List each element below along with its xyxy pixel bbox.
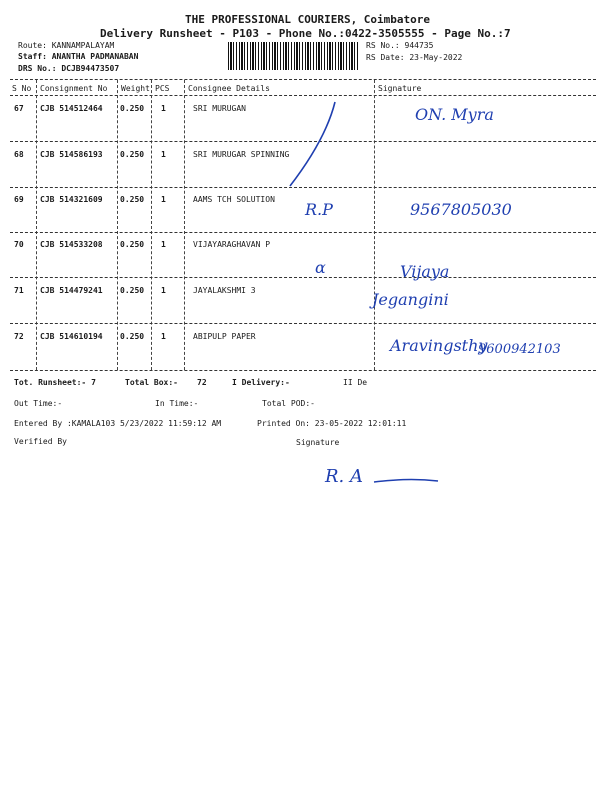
col-divider	[184, 80, 185, 370]
row-weight: 0.250	[120, 332, 145, 341]
row-consignment: CJB 514512464	[40, 104, 103, 113]
table-header-rule	[10, 95, 596, 96]
entered-by: Entered By :KAMALA103 5/23/2022 11:59:12 AM	[14, 419, 222, 428]
col-consignment: Consignment No	[40, 84, 108, 93]
row-pcs: 1	[161, 286, 166, 295]
out-time: Out Time:-	[14, 399, 63, 408]
handwritten-mark: α	[315, 258, 326, 277]
total-box-value: 72	[197, 378, 207, 387]
row-weight: 0.250	[120, 104, 145, 113]
row-sno: 71	[14, 286, 24, 295]
row-consignee: VIJAYARAGHAVAN P	[193, 240, 271, 249]
row-consignment: CJB 514586193	[40, 150, 103, 159]
row-pcs: 1	[161, 104, 166, 113]
runsheet-title: Delivery Runsheet - P103 - Phone No.:0422-3505555 - Page No.:7	[100, 27, 511, 40]
col-pcs: PCS	[155, 84, 170, 93]
row-consignee: SRI MURUGAR SPINNING	[193, 150, 290, 159]
row-consignee: SRI MURUGAN	[193, 104, 246, 113]
second-delivery: II De	[343, 378, 368, 387]
col-divider	[117, 80, 118, 370]
handwritten-signature: R.P	[305, 200, 333, 219]
first-delivery: I Delivery:-	[232, 378, 290, 387]
handwritten-signature: ON. Myra	[415, 105, 494, 124]
row-sno: 67	[14, 104, 24, 113]
col-weight: Weight	[121, 84, 150, 93]
row-weight: 0.250	[120, 195, 145, 204]
row-consignment: CJB 514533208	[40, 240, 103, 249]
col-consignee: Consignee Details	[188, 84, 270, 93]
total-box-label: Total Box:-	[125, 378, 178, 387]
row-rule	[10, 323, 596, 324]
col-sno: S No	[12, 84, 32, 93]
printed-on: Printed On: 23-05-2022 12:01:11	[257, 419, 407, 428]
table-bottom-rule	[10, 370, 596, 371]
row-weight: 0.250	[120, 286, 145, 295]
row-pcs: 1	[161, 332, 166, 341]
row-consignee: JAYALAKSHMI 3	[193, 286, 256, 295]
col-divider	[151, 80, 152, 370]
row-sno: 68	[14, 150, 24, 159]
handwritten-signature: Jegangini	[372, 290, 449, 309]
signature-label: Signature	[296, 438, 340, 447]
handwritten-signature: Vijaya	[400, 262, 450, 281]
row-rule	[10, 277, 596, 278]
drs-number: DRS No.: DCJB94473507	[18, 64, 120, 73]
handwritten-signature: Aravingsthy	[390, 336, 488, 355]
col-divider	[374, 80, 375, 370]
col-signature: Signature	[378, 84, 422, 93]
staff-label: Staff: ANANTHA PADMANABAN	[18, 52, 139, 61]
verified-by: Verified By	[14, 437, 67, 446]
row-pcs: 1	[161, 150, 166, 159]
barcode-image	[228, 42, 358, 70]
row-pcs: 1	[161, 195, 166, 204]
handwritten-phone: 9567805030	[410, 200, 512, 219]
table-top-rule	[10, 79, 596, 80]
row-pcs: 1	[161, 240, 166, 249]
pen-stroke	[280, 100, 360, 190]
rs-date: RS Date: 23-May-2022	[366, 53, 463, 62]
row-consignment: CJB 514610194	[40, 332, 103, 341]
row-rule	[10, 232, 596, 233]
row-sno: 70	[14, 240, 24, 249]
row-sno: 69	[14, 195, 24, 204]
route-label: Route: KANNAMPALAYAM	[18, 41, 115, 50]
row-consignment: CJB 514321609	[40, 195, 103, 204]
row-consignee: ABIPULP PAPER	[193, 332, 256, 341]
row-sno: 72	[14, 332, 24, 341]
total-pod: Total POD:-	[262, 399, 315, 408]
rs-number: RS No.: 944735	[366, 41, 434, 50]
handwritten-signature: R. A	[325, 466, 363, 487]
row-weight: 0.250	[120, 150, 145, 159]
row-consignment: CJB 514479241	[40, 286, 103, 295]
signature-stroke	[372, 472, 442, 490]
row-consignee: AAMS TCH SOLUTION	[193, 195, 275, 204]
tot-runsheet: Tot. Runsheet:- 7	[14, 378, 96, 387]
row-weight: 0.250	[120, 240, 145, 249]
in-time: In Time:-	[155, 399, 199, 408]
col-divider	[36, 80, 37, 370]
company-title: THE PROFESSIONAL COURIERS, Coimbatore	[185, 13, 431, 26]
handwritten-phone: 9600942103	[478, 342, 561, 357]
